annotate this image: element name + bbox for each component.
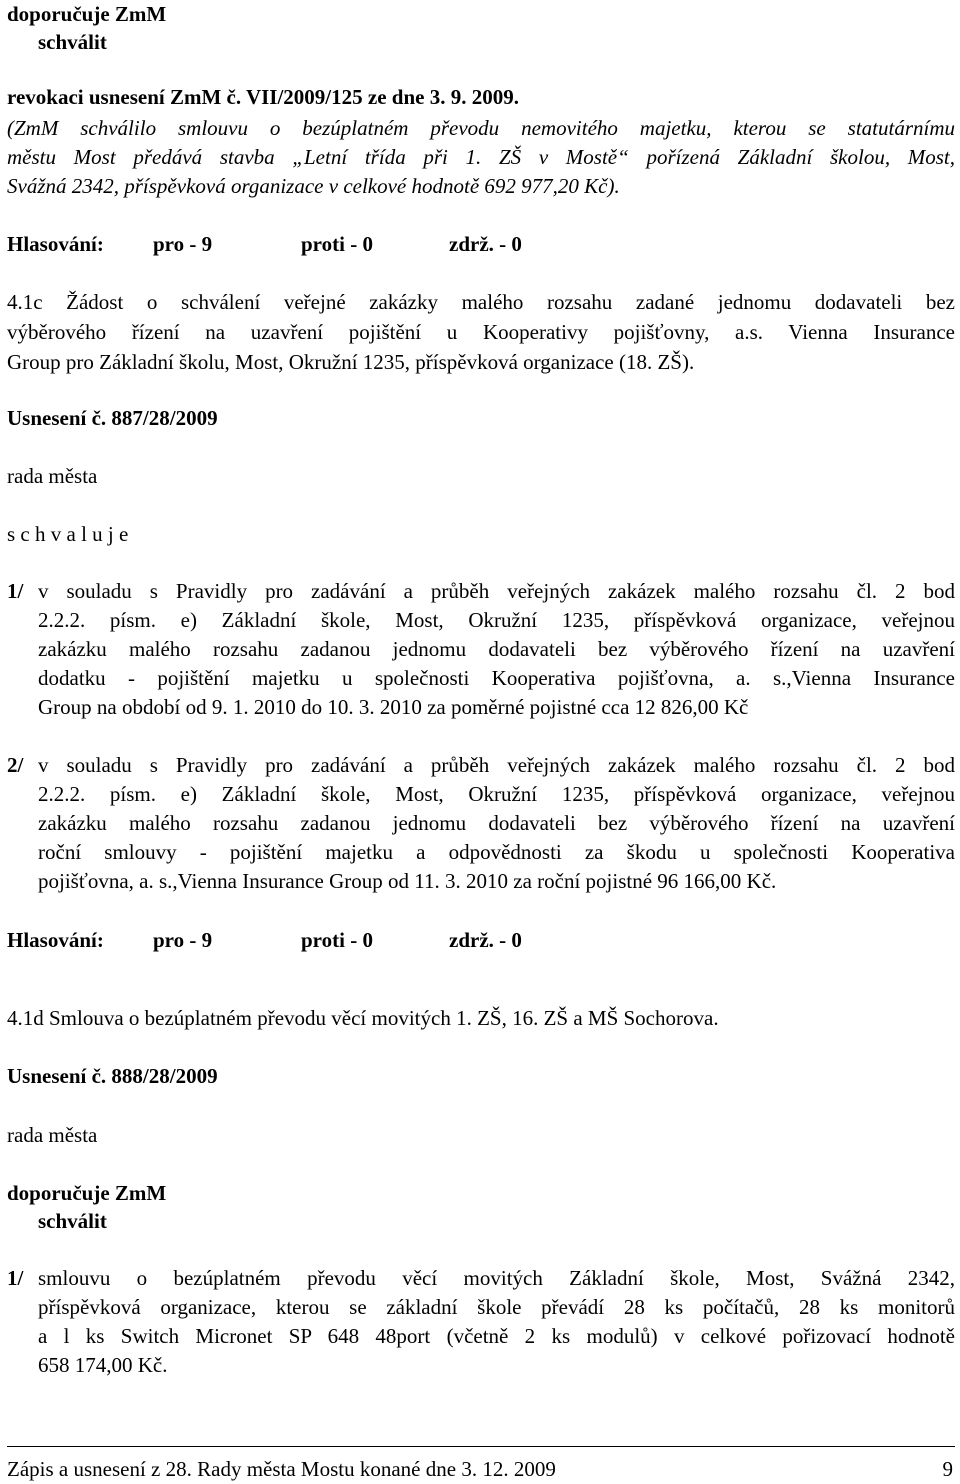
resolution-887-body: rada města: [7, 464, 98, 488]
item-41c-line2: výběrového řízení na uzavření pojištění u Kooperativy pojišťovny, a.s. Vienna Insurance: [7, 320, 955, 344]
vote2-label: Hlasování:: [7, 928, 104, 952]
point-888-1-line1: smlouvu o bezúplatném převodu věcí movitých Základní škole, Most, Svážná 2342,: [38, 1266, 955, 1290]
footer-text: Zápis a usnesení z 28. Rady města Mostu konané dne 3. 12. 2009: [7, 1457, 556, 1481]
point-887-2-line2: 2.2.2. písm. e) Základní škole, Most, Okružní 1235, příspěvková organizace, veřejnou: [38, 782, 955, 806]
item-41c-line3: Group pro Základní školu, Most, Okružní 1235, příspěvková organizace (18. ZŠ).: [7, 350, 695, 374]
vote1-pro: pro - 9: [153, 232, 213, 256]
point-888-1-line2: příspěvková organizace, kterou se základní škole převádí 28 ks počítačů, 28 ks monitorů: [38, 1295, 955, 1319]
point-887-2-line3: zakázku malého rozsahu zadanou jednomu dodavateli bez výběrového řízení na uzavření: [38, 811, 955, 835]
point-888-1-number: 1/: [7, 1266, 24, 1290]
page-number: 9: [942, 1457, 953, 1481]
vote1-proti: proti - 0: [301, 232, 373, 256]
vote2-proti: proti - 0: [301, 928, 373, 952]
vote1-zdrz: zdrž. - 0: [449, 232, 522, 256]
point-887-1-line2: 2.2.2. písm. e) Základní škole, Most, Okružní 1235, příspěvková organizace, veřejnou: [38, 608, 955, 632]
point-887-1-line5: Group na období od 9. 1. 2010 do 10. 3. 2010 za poměrné pojistné cca 12 826,00 Kč: [38, 695, 749, 719]
point-887-1-line3: zakázku malého rozsahu zadanou jednomu dodavateli bez výběrového řízení na uzavření: [38, 637, 955, 661]
top-verb-line2: schválit: [38, 30, 107, 54]
vote2-zdrz: zdrž. - 0: [449, 928, 522, 952]
point-888-1-line4: 658 174,00 Kč.: [38, 1353, 168, 1377]
resolution-888-title: Usnesení č. 888/28/2009: [7, 1064, 218, 1088]
resolution-888-verb1: doporučuje ZmM: [7, 1181, 167, 1205]
top-verb-line1: doporučuje ZmM: [7, 2, 167, 26]
point-887-2-number: 2/: [7, 753, 24, 777]
item-41c-line1: 4.1c Žádost o schválení veřejné zakázky malého rozsahu zadané jednomu dodavateli bez: [7, 290, 955, 314]
resolution-888-verb2: schválit: [38, 1209, 107, 1233]
resolution-887-title: Usnesení č. 887/28/2009: [7, 406, 218, 430]
resolution-887-verb: s c h v a l u j e: [7, 522, 129, 546]
item-41d-line: 4.1d Smlouva o bezúplatném převodu věcí movitých 1. ZŠ, 16. ZŠ a MŠ Sochorova.: [7, 1006, 719, 1030]
vote1-label: Hlasování:: [7, 232, 104, 256]
italic-note-line1: (ZmM schválilo smlouvu o bezúplatném převodu nemovitého majetku, kterou se statutárnímu: [7, 116, 955, 140]
point-887-2-line1: v souladu s Pravidly pro zadávání a průběh veřejných zakázek malého rozsahu čl. 2 bod: [38, 753, 955, 777]
point-887-1-line1: v souladu s Pravidly pro zadávání a průběh veřejných zakázek malého rozsahu čl. 2 bod: [38, 579, 955, 603]
italic-note-line3: Svážná 2342, příspěvková organizace v celkové hodnotě 692 977,20 Kč).: [7, 174, 620, 198]
footer-rule: [7, 1446, 955, 1447]
point-887-2-line4: roční smlouvy - pojištění majetku a odpovědnosti za škodu u společnosti Kooperativa: [38, 840, 955, 864]
point-887-1-line4: dodatku - pojištění majetku u společnosti Kooperativa pojišťovna, a. s.,Vienna Insurance: [38, 666, 955, 690]
point-888-1-line3: a l ks Switch Micronet SP 648 48port (včetně 2 ks modulů) v celkové pořizovací hodnotě: [38, 1324, 955, 1348]
point-887-2-line5: pojišťovna, a. s.,Vienna Insurance Group od 11. 3. 2010 za roční pojistné 96 166,00 Kč.: [38, 869, 777, 893]
italic-note-line2: městu Most předává stavba „Letní třída při 1. ZŠ v Mostě“ pořízená Základní školou, Most,: [7, 145, 955, 169]
vote2-pro: pro - 9: [153, 928, 213, 952]
revocation-line: revokaci usnesení ZmM č. VII/2009/125 ze dne 3. 9. 2009.: [7, 85, 519, 109]
point-887-1-number: 1/: [7, 579, 24, 603]
resolution-888-body: rada města: [7, 1123, 98, 1147]
